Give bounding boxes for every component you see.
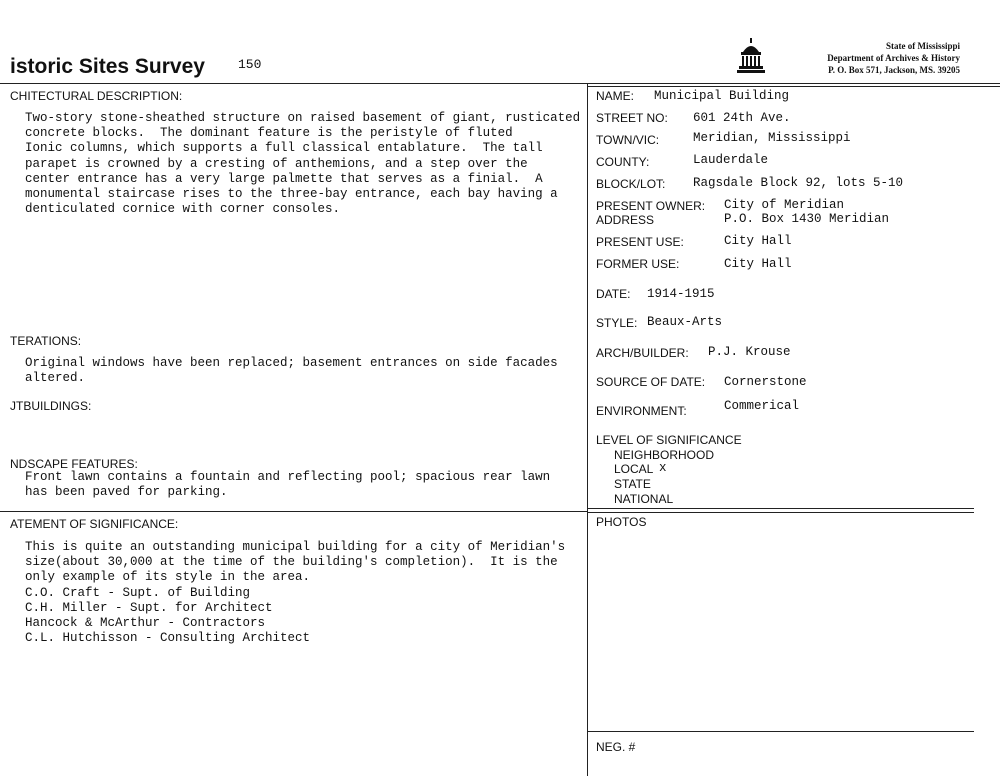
former-use-value: City Hall [724,257,792,271]
environment-label: ENVIRONMENT: [596,404,687,418]
block-lot-label: BLOCK/LOT: [596,177,666,191]
outbuildings-label: JTBUILDINGS: [10,399,92,413]
present-owner-label: PRESENT OWNER: [596,199,706,213]
town-label: TOWN/VIC: [596,133,660,147]
neg-rule [588,731,974,732]
address-value: P.O. Box 1430 Meridian [724,212,890,226]
significance-local-mark: x [659,461,667,475]
agency-state: State of Mississippi [885,41,960,51]
capitol-seal-icon [736,38,766,74]
neg-number-label: NEG. # [596,740,636,754]
address-label: ADDRESS [596,213,655,227]
street-label: STREET NO: [596,111,668,125]
town-value: Meridian, Mississippi [693,131,851,145]
county-value: Lauderdale [693,153,769,167]
arch-builder-label: ARCH/BUILDER: [596,346,689,360]
right-header-rule [588,86,1000,87]
top-rule [0,83,1000,84]
landscape-features-text: Front lawn contains a fountain and reflecting pool; spacious rear lawn has been paved for parking. [25,470,551,500]
style-value: Beaux-Arts [647,315,723,329]
agency-address-block [780,40,960,76]
form-number: 150 [238,57,262,72]
architectural-description-label: CHITECTURAL DESCRIPTION: [10,89,183,103]
source-of-date-value: Cornerstone [724,375,807,389]
alterations-text: Original windows have been replaced; basement entrances on side facades altered. [25,356,558,386]
environment-value: Commerical [724,399,800,413]
significance-national: NATIONAL [614,492,674,506]
significance-neighborhood: NEIGHBORHOOD [614,448,715,462]
street-value: 601 24th Ave. [693,111,791,125]
column-divider [587,83,588,776]
agency-department: Department of Archives & History [827,53,960,63]
statement-of-significance-text: This is quite an outstanding municipal building for a city of Meridian's size(about 30,000 at the time of the building's completion). It is the only example of its style in the area. C.O. Craft - Supt. of Building C.H. Miller - Supt. for Architect Hancock & McArthur - Contractors C.L. Hutchisson - Consulting Architect [25,540,566,646]
photos-rule [588,508,974,509]
statement-of-significance-label: ATEMENT OF SIGNIFICANCE: [10,517,179,531]
landscape-significance-rule [0,511,588,512]
name-label: NAME: [596,89,635,103]
arch-builder-value: P.J. Krouse [708,345,791,359]
photos-label: PHOTOS [596,515,647,529]
present-use-label: PRESENT USE: [596,235,684,249]
style-label: STYLE: [596,316,638,330]
present-owner-value: City of Meridian [724,198,845,212]
name-value: Municipal Building [654,89,790,103]
agency-address: P. O. Box 571, Jackson, MS. 39205 [828,65,960,75]
block-lot-value: Ragsdale Block 92, lots 5-10 [693,176,904,190]
date-label: DATE: [596,287,631,301]
present-use-value: City Hall [724,234,792,248]
county-label: COUNTY: [596,155,650,169]
former-use-label: FORMER USE: [596,257,680,271]
significance-state: STATE [614,477,651,491]
form-title: istoric Sites Survey [10,55,205,78]
level-of-significance-label: LEVEL OF SIGNIFICANCE [596,433,742,447]
photos-rule-2 [588,512,974,513]
alterations-label: TERATIONS: [10,334,82,348]
date-value: 1914-1915 [647,287,715,301]
source-of-date-label: SOURCE OF DATE: [596,375,706,389]
landscape-features-label: NDSCAPE FEATURES: [10,457,138,471]
significance-local: LOCAL [614,462,654,476]
architectural-description-text: Two-story stone-sheathed structure on raised basement of giant, rusticated concrete blocks. The dominant feature is the peristyle of fluted Ionic columns, which supports a full classical entablature. The tall parapet is crowned by a cresting of anthemions, and a step over the center entrance has a very large palmette that serves as a finial. A monumental staircase rises to the three-bay entrance, each bay having a denticulated cornice with corner consoles. [25,111,581,217]
